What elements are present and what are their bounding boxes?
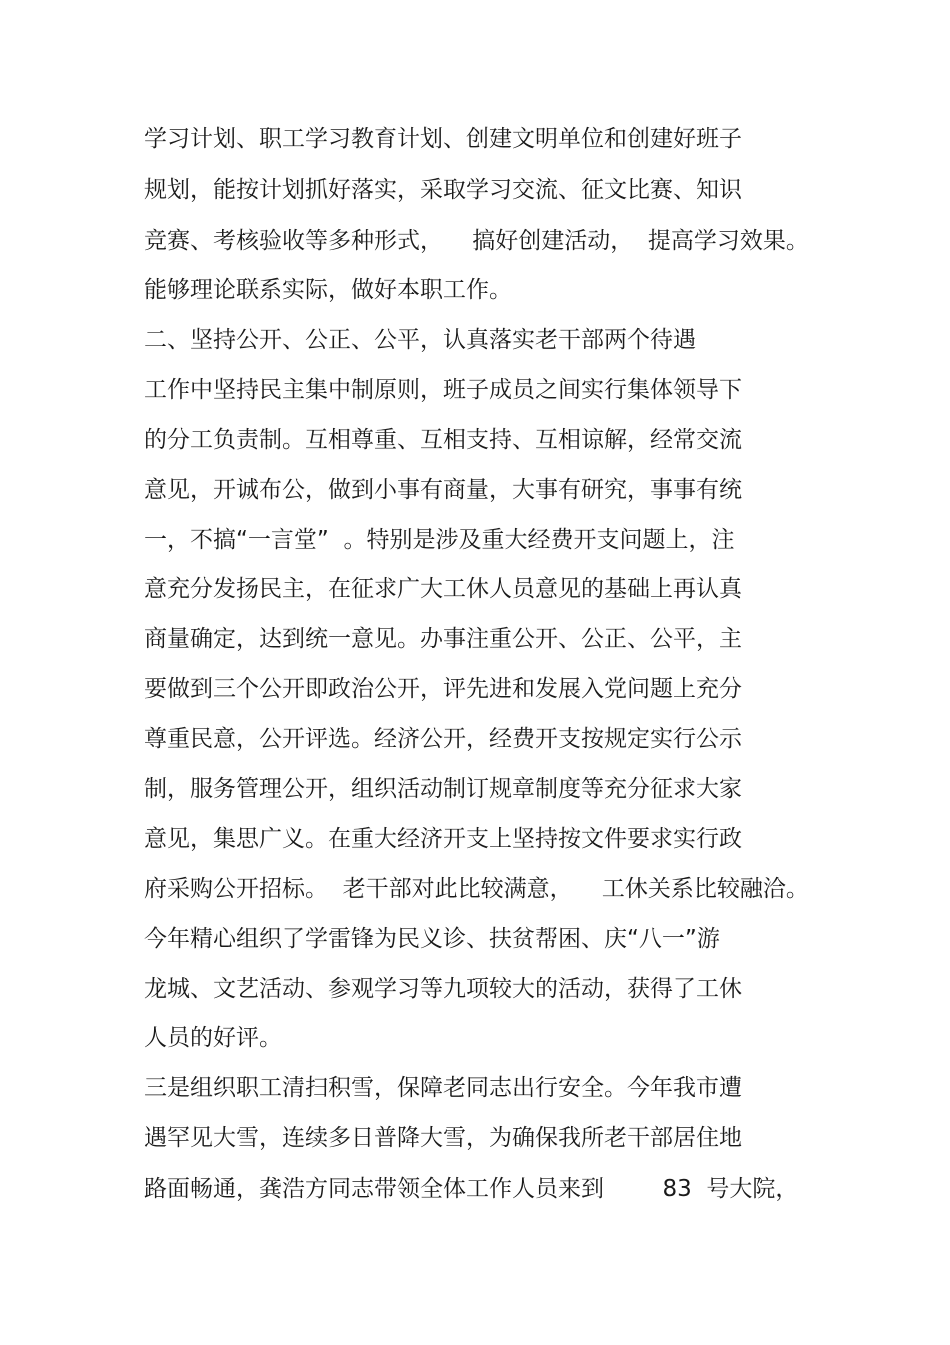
text-line: 规划，能按计划抓好落实，采取学习交流、征文比赛、知识 bbox=[144, 177, 742, 203]
text-line: 府采购公开招标。 老干部对此比较满意， 工休关系比较融洽。 bbox=[144, 876, 809, 902]
section-heading: 二、坚持公开、公正、公平，认真落实老干部两个待遇 bbox=[144, 327, 696, 353]
text-line: 工作中坚持民主集中制原则，班子成员之间实行集体领导下 bbox=[144, 377, 742, 403]
text-line: 意充分发扬民主，在征求广大工休人员意见的基础上再认真 bbox=[144, 576, 742, 602]
text-line: 尊重民意，公开评选。经济公开，经费开支按规定实行公示 bbox=[144, 726, 742, 752]
text-line: 意见，集思广义。在重大经济开支上坚持按文件要求实行政 bbox=[144, 826, 742, 852]
text-line: 商量确定，达到统一意见。办事注重公开、公正、公平，主 bbox=[144, 626, 742, 652]
text-line: 竞赛、考核验收等多种形式， 搞好创建活动， 提高学习效果。 bbox=[144, 228, 809, 254]
text-line: 人员的好评。 bbox=[144, 1025, 282, 1051]
text-line: 学习计划、职工学习教育计划、创建文明单位和创建好班子 bbox=[144, 126, 742, 152]
text-line: 遇罕见大雪，连续多日普降大雪，为确保我所老干部居住地 bbox=[144, 1125, 742, 1151]
text-line: 龙城、文艺活动、参观学习等九项较大的活动，获得了工休 bbox=[144, 976, 742, 1002]
text-line: 一，不搞“一言堂” 。特别是涉及重大经费开支问题上，注 bbox=[144, 527, 735, 553]
text-line: 的分工负责制。互相尊重、互相支持、互相谅解，经常交流 bbox=[144, 427, 742, 453]
text-line: 能够理论联系实际，做好本职工作。 bbox=[144, 277, 512, 303]
text-line: 今年精心组织了学雷锋为民义诊、扶贫帮困、庆“八一”游 bbox=[144, 926, 720, 952]
text-line: 三是组织职工清扫积雪，保障老同志出行安全。今年我市遭 bbox=[144, 1075, 742, 1101]
text-line: 路面畅通，龚浩方同志带领全体工作人员来到 83 号大院， bbox=[144, 1176, 799, 1202]
text-line: 制，服务管理公开，组织活动制订规章制度等充分征求大家 bbox=[144, 776, 742, 802]
text-line: 要做到三个公开即政治公开，评先进和发展入党问题上充分 bbox=[144, 676, 742, 702]
text-line: 意见，开诚布公，做到小事有商量，大事有研究，事事有统 bbox=[144, 477, 742, 503]
